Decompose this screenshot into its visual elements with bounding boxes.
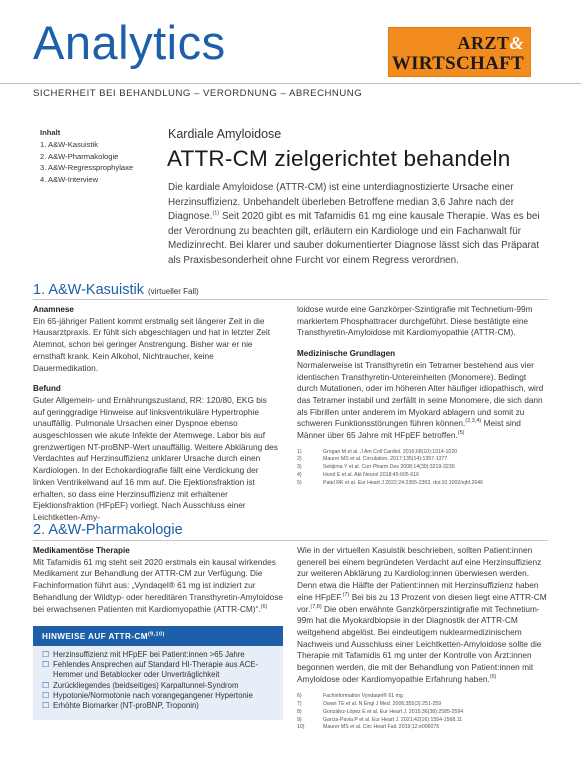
pharmakologie-right-column	[297, 545, 547, 732]
therapie-heading: Medikamentöse Therapie	[33, 546, 130, 555]
hint-item: ☐ Fehlendes Ansprechen auf Standard HI-Therapie aus ACE-Hemmer und Betablocker oder Unverträglichkeit	[42, 660, 259, 680]
hints-box	[33, 626, 283, 720]
toc-item[interactable]: 4. A&W-Interview	[40, 174, 99, 184]
section-divider	[33, 299, 548, 300]
reference-item: 6) Fachinformation Vyndaqel® 61 mg	[297, 693, 403, 700]
hint-item: ☐ Herzinsuffizienz mit HFpEF bei Patient:innen >65 Jahre	[42, 650, 245, 659]
befund-heading: Befund	[33, 384, 61, 394]
anamnese-heading: Anamnese	[33, 305, 74, 314]
masthead-title: Analytics	[33, 16, 226, 69]
pharmakologie-text: Wie in der virtuellen Kasuistik beschrieben, sollten Patient:innen generell bei einem begründeten Verdacht auf eine Herzinsuffizienz zur weiteren Abklärung zu Kardiolog:innen überwiesen werden. Denn etwa die Hälfte der Patient:innen mit Herzinsuffizienz haben eine HFpEF.$^{(7)}$ Bei bis zu 13 Prozent von diesen liegt eine ATTR-CM vor.$^{(7,8)}$ Die oben erwähnte Ganzkörperszintigrafie mit Technetium-99m hat die Myokardbiopsie in der Diagnostik der ATTR-CM weitgehend abgelöst. Bei eindeutigem nuklearmedizinischem Nachweis und Ausschluss einer Leichtketten-Amyloidose sollte die Therapie mit Tafamidis 61 mg unter der Kontrolle von Ärzt:innen begonnen werden, die mit der Behandlung von Patient:innen mit Amyloidose oder Kardiomyopathie Erfahrung haben.$^{(6)}$	[297, 545, 547, 684]
toc-item[interactable]: 1. A&W-Kasuistik	[40, 140, 99, 150]
grundlagen-text: Normalerweise ist Transthyretin ein Tetramer bestehend aus vier identischen Transthyretin-Untereinheiten (Monomere). Bedingt durch Mutationen, oder im höheren Alter häufiger idiopathisch, wird das Tetramer instabil und zerfällt in seine Monomere, die sich dann als Fibrillen unter anderem im Myokard ablagern und somit zu schweren Funktionsstörungen führen können.$^{(2,3,4)}$ Meist sind Männer über 65 Jahre mit HFpEF betroffen.$^{(5)}$	[297, 359, 544, 441]
kasuistik-continuation: loidose wurde eine Ganzkörper-Szintigrafie mit Technetium-99m markiertem Phosphattracer durchgeführt. Diese bestätigte eine Transthyretin-Amyloidose mit Kardiomyopathie (ATTR-CM).	[297, 304, 533, 338]
logo-line-2: WIRTSCHAFT	[391, 53, 524, 74]
references-list	[297, 449, 547, 488]
article-lead: Die kardiale Amyloidose (ATTR-CM) ist eine unterdiagnostizierte Ursache einer Herzinsuffizienz. Unbehandelt überleben Betroffene median 3,6 Jahre nach der Diagnose.$^{(1)}$ Seit 2020 gibt es mit Tafamidis 61 mg eine kausale Therapie. Was es bei der Verordnung zu beachten gilt, erläutern ein Kardiologe und ein Fachanwalt für Medizinrecht. Bei klarer und sauber dokumentierter Diagnose lässt sich das Präparat als Praxisbesonderheit ohne Furcht vor einem Regress verordnen.	[168, 182, 540, 266]
reference-item: 4) Hund E et al. Akt Neurol 2018;45:605-616	[297, 471, 420, 478]
hints-box-title: HINWEISE AUF ATTR-CM$^{(9,10)}$	[33, 626, 283, 646]
reference-item: 8) González-López E et al. Eur Heart J. 2015;36(38):2585-2594	[297, 708, 464, 715]
article-kicker: Kardiale Amyloidose	[168, 127, 282, 141]
section-heading-pharmakologie: 2. A&W-Pharmakologie	[33, 522, 183, 538]
reference-item: 5) Patel RK et al. Eur Heart J 2022;24:2355-2363, doi:10.1002/ejhf.2646	[297, 479, 484, 486]
checkbox-icon: ☐	[42, 680, 50, 690]
hint-item: ☐ Erhöhte Biomarker (NT-proBNP, Troponin)	[42, 701, 199, 711]
article-title: ATTR-CM zielgerichtet behandeln	[167, 146, 511, 171]
befund-text: Guter Allgemein- und Ernährungszustand, RR: 120/80, EKG bis auf geringgradige Hinweise auf linksventrikuläre Hypertrophie unauffällig. Pulmonale Ursachen einer Dyspnoe ebenso ausgeschlossen wie akute Infekte der Atemwege. Labor bis auf grenzwertigen NT-proBNP-Wert unauffällig. Weitere Abklärung des Verdachtes auf Herzinsuffizienz unklarer Ursache durch einen Kardiologen. In der Echokardiografie fällt eine Verdickung der linken Ventrikelwand auf 16 mm auf. Die Ejektionsfraktion ist erhalten, so dass eine Herzinsuffizienz mit erhaltener Ejektionsfraktion (HFpEF) vorliegt. Nach Ausschluss einer Leichtketten-Amy-	[33, 394, 278, 522]
toc-item[interactable]: 2. A&W-Pharmakologie	[40, 151, 119, 161]
reference-item: 9) Garcia-Pavia P et al. Eur Heart J. 2021;42(16):1554-1568.11	[297, 716, 463, 723]
checkbox-icon: ☐	[42, 690, 50, 700]
grundlagen-heading: Medizinische Grundlagen	[297, 349, 396, 359]
reference-item: 3) Sekijima Y et al. Curr Pharm Des 2008;14(30):3219-3230	[297, 464, 455, 471]
publisher-logo	[388, 27, 531, 77]
hints-list	[33, 646, 283, 711]
masthead-subtitle: SICHERHEIT BEI BEHANDLUNG – VERORDNUNG – ABRECHNUNG	[33, 88, 363, 99]
reference-item: 10) Maurer MS et al. Circ Heart Fail. 2019;12:e006075	[297, 724, 440, 731]
hint-item: ☐ Hypotonie/Normotonie nach vorangegangener Hypertonie	[42, 690, 253, 700]
logo-line-1: ARZT&	[457, 33, 524, 53]
checkbox-icon: ☐	[42, 701, 50, 711]
kasuistik-right-column	[297, 304, 547, 487]
checkbox-icon: ☐	[42, 650, 50, 659]
masthead-divider	[0, 83, 581, 84]
section-divider	[33, 540, 548, 541]
checkbox-icon: ☐	[42, 660, 50, 670]
toc-item[interactable]: 3. A&W-Regressprophylaxe	[40, 163, 134, 173]
table-of-contents	[40, 127, 160, 185]
kasuistik-left-column	[33, 304, 280, 524]
reference-item: 2) Maurer MS et al. Circulation. 2017;135(14):1357-1377	[297, 456, 448, 463]
toc-title: Inhalt	[40, 128, 61, 137]
references-list	[297, 693, 547, 732]
reference-item: 7) Owan TE et al. N Engl J Med. 2006;355(3):251-259	[297, 701, 442, 708]
anamnese-text: Ein 65-jähriger Patient kommt erstmalig seit längerer Zeit in die Hausarztpraxis. Er fühlt sich abgeschlagen und hat in letzter Zeit Atemnot, schon bei geringer Anstrengung. Bisher war er nie ernsthaft krank. Kein Alkohol, Nichtraucher, keine Dauermedikation.	[33, 315, 271, 373]
section-heading-kasuistik: 1. A&W-Kasuistik (virtueller Fall)	[33, 282, 199, 298]
therapie-text: Mit Tafamidis 61 mg steht seit 2020 erstmals ein kausal wirkendes Medikament zur Behandlung der ATTR-CM zur Verfügung. Die Fachinformation führt aus: „Vyndaqel® 61 mg ist indiziert zur Behandlung der Wildtyp- oder hereditären Transthyretin-Amyloidose bei erwachsenen Patienten mit Kardiomyopathie (ATTR-CM)“.$^{(6)}$	[33, 556, 283, 614]
pharmakologie-left-column	[33, 545, 283, 615]
reference-item: 1) Grogan M et al. J Am Coll Cardiol. 2016;68(10):1014-1020	[297, 448, 458, 455]
hint-item: ☐ Zurückliegendes (beidseitiges) Karpaltunnel-Syndrom	[42, 680, 239, 690]
